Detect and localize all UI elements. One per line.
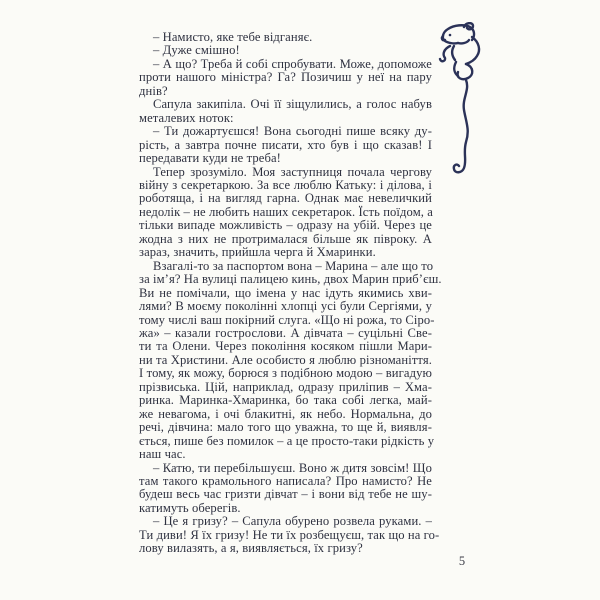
text-line: Ви не помічали, що імена у нас ідуть якимись хви- xyxy=(139,285,432,300)
text-line: ється, пише без помилок – а це просто-таки рідкість у xyxy=(139,433,435,448)
text-line: днів? xyxy=(139,83,168,98)
text-line: наш час. xyxy=(139,447,186,462)
text-line: ни та Христини. Але особисто я люблю різноманіття. xyxy=(139,352,432,367)
text-line: рість, а завтра почне писати, хто був і що сказав! І xyxy=(139,137,432,152)
text-line: там такого крамольного написала? Про намисто? Не xyxy=(139,473,432,488)
text-line: жа» – казали гострослови. А дівчата – суцільні Све- xyxy=(139,325,432,340)
text-line: І тому, як можу, борюся з подібною модою – вигадую xyxy=(139,366,432,381)
text-line: тому числі ваш покірний слуга. «Що ні рожа, то Сіро- xyxy=(139,312,435,327)
text-line: лову вилазять, а я, виявляється, їх гризу? xyxy=(139,541,363,556)
doodle-belly xyxy=(452,46,455,60)
text-line: Ти диви! Я їх гризу! Не ти їх розбещуєш, так що на го- xyxy=(139,527,440,542)
doodle-eye xyxy=(449,34,452,37)
text-line: передавати куди не треба! xyxy=(139,151,281,166)
text-line: ти та Олени. Через покоління косяком пішли Мари- xyxy=(139,339,432,354)
doodle-arm xyxy=(440,46,450,61)
text-line: Тепер зрозуміло. Моя заступниця почала чергову xyxy=(153,164,432,179)
doodle-rear xyxy=(458,64,473,79)
text-line: недолік – не любить наших секретарок. Їсть поїдом, а xyxy=(139,204,433,219)
text-line: – Намисто, яке тебе відганяє. xyxy=(153,30,313,44)
text-line: – Катю, ти перебільшуєш. Воно ж дитя зовсім! Що xyxy=(153,460,432,475)
text-line: зараз, значить, прийшла черга й Хмаринки. xyxy=(139,245,376,260)
text-line: Взагалі-то за паспортом вона – Марина – але що то xyxy=(153,258,434,273)
text-line: прізвиська. Цій, наприклад, одразу приліпив – Хма- xyxy=(139,379,432,394)
text-line: за ім’я? На вулиці палицею кинь, двох Марин приб’єш. xyxy=(139,272,442,287)
text-line: – Дуже смішно! xyxy=(153,43,240,58)
text-line: ринка. Маринка-Хмаринка, бо така собі легка, май- xyxy=(139,393,432,408)
text-line: же невагома, і очі блакитні, як небо. Нормальна, до xyxy=(139,406,432,421)
text-line: будеш весь час гризти дівчат – і вони від тебе не шу- xyxy=(139,487,432,502)
doodle-jaw xyxy=(458,40,469,43)
text-line: катимуть оберегів. xyxy=(139,500,241,515)
text-line: лями? В моєму поколінні хлопці усі були Сергіями, у xyxy=(139,299,432,314)
text-line: тільки випаде можливість – одразу на убій. Через це xyxy=(139,218,432,233)
text-line: – Ти дожартуєшся! Вона сьогодні пише всяку ду- xyxy=(153,124,432,139)
doodle-tail xyxy=(454,80,468,172)
text-line: – А що? Треба й собі спробувати. Може, допоможе xyxy=(153,56,432,71)
text-line: металевих ноток: xyxy=(139,110,234,125)
text-line: війну з секретаркою. За все люблю Катьку: і ділова, і xyxy=(139,177,432,192)
text-line: Сапула закипіла. Очі її зіщулились, а голос набув xyxy=(153,97,432,112)
text-line: – Це я гризу? – Сапула обурено розвела руками. – xyxy=(153,514,432,529)
text-line: жодна з них не протрималася більше як півроку. А xyxy=(139,231,432,246)
text-line: проти нашого міністра? Га? Позичиш у неї на пару xyxy=(139,70,432,85)
text-line: роботяща, і на вигляд гарна. Однак має невеличкий xyxy=(139,191,432,206)
text-block xyxy=(139,30,442,556)
doodle-ornament xyxy=(436,22,484,174)
text-line: речі, дівчина: мало того що уважна, то ще й, виявля- xyxy=(139,420,432,435)
page-number: 5 xyxy=(458,554,466,568)
